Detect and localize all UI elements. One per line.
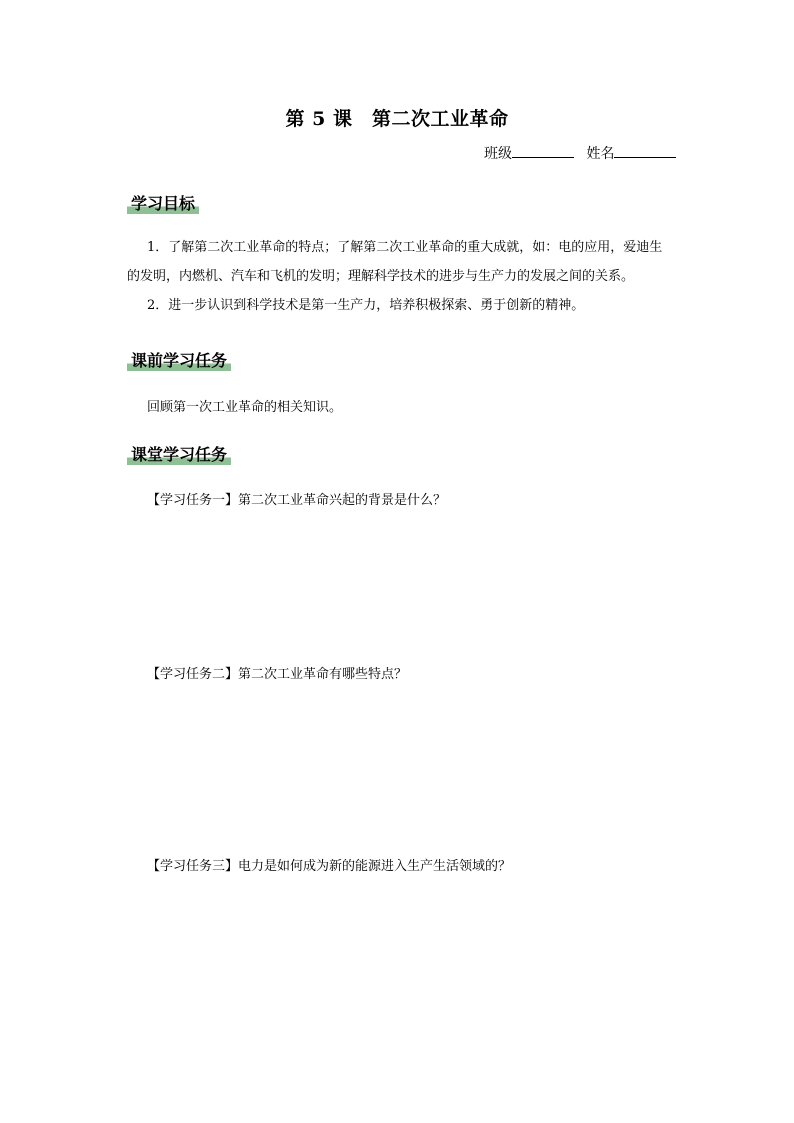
objective-item: 2．进一步认识到科学技术是第一生产力，培养积极探索、勇于创新的精神。 [147,298,585,313]
pre-class-heading: 课前学习任务 [127,351,231,371]
page-title: 第 5 课 第二次工业革命 [285,108,509,130]
name-label: 姓名 [586,146,615,162]
class-blank[interactable] [512,144,574,158]
class-name-line [484,143,676,163]
task-2: 【学习任务二】第二次工业革命有哪些特点？ [147,667,408,682]
objectives-heading: 学习目标 [127,194,199,214]
objectives-list [127,233,675,320]
in-class-heading: 课堂学习任务 [127,445,231,465]
pre-class-text: 回顾第一次工业革命的相关知识。 [147,400,343,415]
objective-item: 1．了解第二次工业革命的特点；了解第二次工业革命的重大成就，如：电的应用，爱迪生的发明，内燃机、汽车和飞机的发明；理解科学技术的进步与生产力的发展之间的关系。 [127,240,663,284]
class-label: 班级 [484,146,512,162]
name-blank[interactable] [614,144,676,158]
task-1: 【学习任务一】第二次工业革命兴起的背景是什么？ [147,493,447,508]
task-3: 【学习任务三】电力是如何成为新的能源进入生产生活领域的？ [147,859,512,874]
